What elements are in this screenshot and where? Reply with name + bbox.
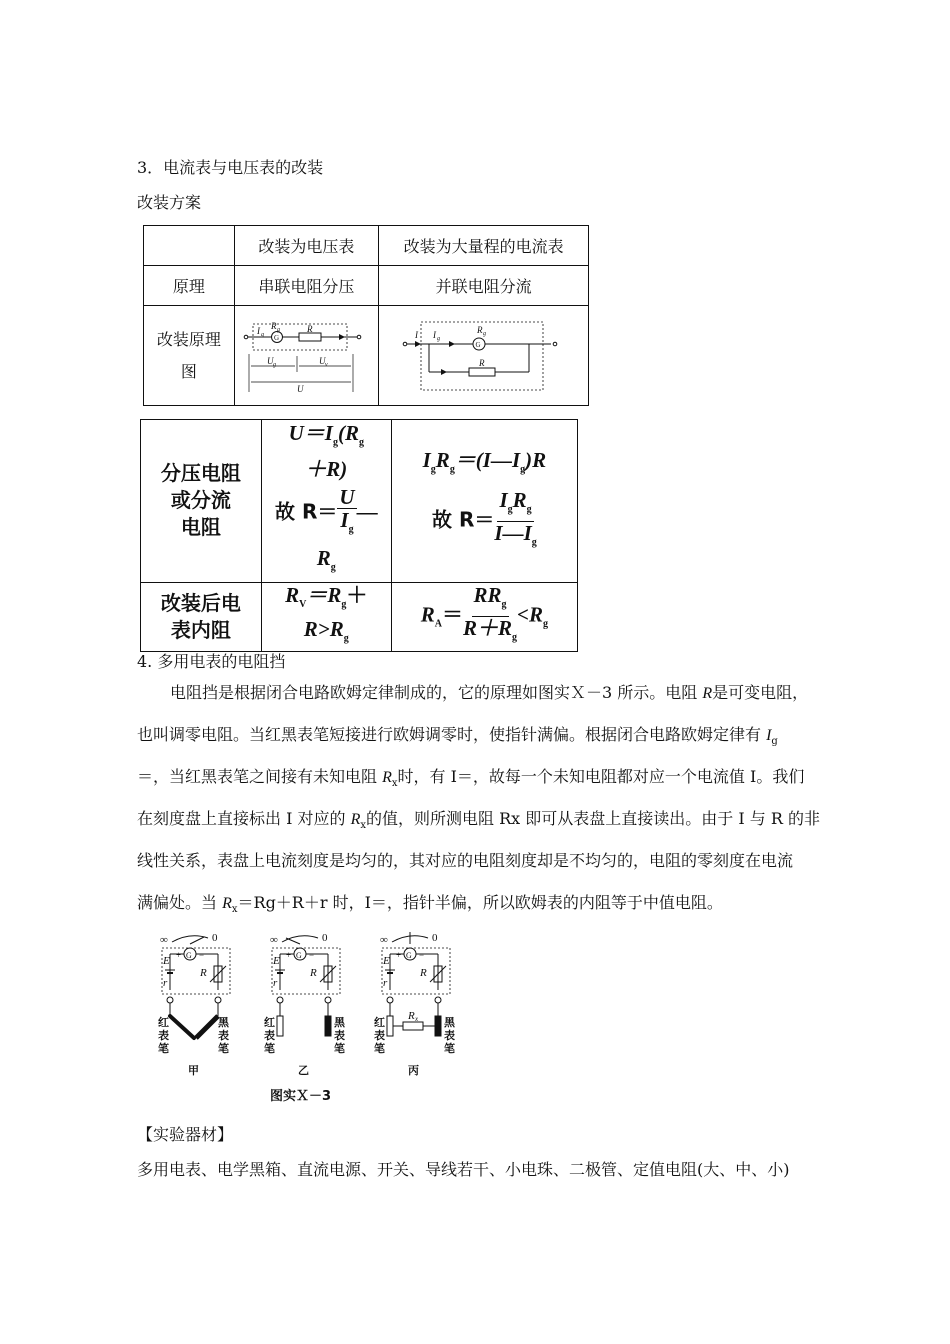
minus-label: − <box>419 950 425 960</box>
minus-label: − <box>199 950 205 960</box>
red-probe-label: 红 <box>158 1016 169 1029</box>
principle-voltage: 串联电阻分压 <box>234 266 379 306</box>
formula-text: 故 R＝ <box>275 499 338 524</box>
pointer-icon <box>286 938 300 944</box>
formula-text: R>R <box>303 616 344 641</box>
terminal <box>435 997 441 1003</box>
formula-text: ＝ <box>442 602 464 627</box>
black-probe-label: 表 <box>334 1029 345 1042</box>
terminal <box>325 997 331 1003</box>
label-line: 或分流 <box>170 488 231 513</box>
voltage-meter-circuit-diagram <box>241 316 371 396</box>
current-meter-circuit-diagram <box>399 316 569 396</box>
plus-label: + <box>286 950 292 960</box>
arrow-icon <box>415 341 421 347</box>
frac-den: I—I <box>494 521 532 546</box>
equipment-list: 多用电表、电学黑箱、直流电源、开关、导线若干、小电珠、二极管、定值电阻(大、中、小) <box>137 1160 790 1179</box>
table-header-empty <box>144 226 235 266</box>
ug-label: U <box>267 355 274 366</box>
modification-table <box>143 225 589 406</box>
black-probe-label: 笔 <box>334 1042 345 1055</box>
paragraph-line <box>137 727 778 750</box>
red-probe-icon <box>277 1016 283 1036</box>
r-label: r <box>383 977 388 989</box>
panel-bing <box>374 932 456 1077</box>
sub: g <box>330 562 336 574</box>
text: 的值，则所测电阻 Rx 即可从表盘上直接读出。由于 I 与 R 的非 <box>366 809 820 828</box>
voltmeter-formula <box>261 420 391 583</box>
section-3-subtitle: 改装方案 <box>137 193 202 212</box>
sub: g <box>343 632 349 644</box>
arrow-icon <box>441 369 447 375</box>
formula-line <box>392 489 577 554</box>
paragraph-line <box>137 769 804 792</box>
paragraph-line <box>170 685 808 708</box>
resistor-label: R <box>420 967 427 979</box>
formula-line <box>262 486 391 541</box>
sub: g <box>507 504 513 516</box>
galvanometer-label: G <box>406 951 412 960</box>
frac-num: RR <box>473 583 502 608</box>
formula-text: 故 R＝ <box>432 507 495 532</box>
formula-text: I <box>422 448 431 472</box>
black-probe-label: 黑 <box>218 1016 229 1029</box>
r-label: r <box>163 977 168 989</box>
section-3-title: 3．电流表与电压表的改装 <box>137 158 324 177</box>
formula-text: ＋ <box>346 582 368 607</box>
galvanometer-label: G <box>274 333 280 342</box>
black-probe-icon <box>435 1016 441 1036</box>
sub: g <box>358 437 364 449</box>
voltage-diagram-cell <box>234 306 379 406</box>
diagram-label <box>144 306 235 406</box>
sub: g <box>520 464 526 476</box>
formula-text: ＋R) <box>305 457 348 482</box>
arrow-icon <box>339 334 345 340</box>
terminal-left <box>403 342 407 346</box>
sub: x <box>360 820 367 832</box>
sub: V <box>299 598 307 610</box>
black-probe-label: 笔 <box>218 1042 229 1055</box>
emf-label: E <box>163 955 170 967</box>
resistor-label: R <box>310 967 317 979</box>
sub: x <box>391 778 398 790</box>
figure-caption: 图实Ｘ－3 <box>270 1089 332 1104</box>
sub: g <box>501 599 507 611</box>
table-header-current: 改装为大量程的电流表 <box>379 226 589 266</box>
i-label: I <box>414 329 418 340</box>
text: 时，有 I＝，故每一个未知电阻都对应一个电流值 I。我们 <box>397 767 805 786</box>
terminal <box>387 997 393 1003</box>
sub: g <box>449 464 455 476</box>
var: R <box>350 811 361 828</box>
fraction <box>463 584 517 649</box>
internal-resistance-label <box>141 582 262 651</box>
u-label: U <box>297 383 304 394</box>
minus-label: − <box>309 950 315 960</box>
sub: g <box>543 618 549 630</box>
panel-label: 乙 <box>298 1064 309 1077</box>
label-line: 表内阻 <box>170 617 231 642</box>
ig-sub: g <box>261 331 265 338</box>
frac-den: I <box>340 508 349 533</box>
var: I <box>766 727 772 744</box>
section-4-title: 4. 多用电表的电阻挡 <box>137 652 286 671</box>
ammeter-formula <box>391 420 577 583</box>
text: ＝Rg＋R＋r 时，I＝，指针半偏，所以欧姆表的内阻等于中值电阻。 <box>237 893 723 912</box>
formula-line <box>262 545 391 581</box>
red-probe-label: 笔 <box>264 1042 275 1055</box>
panel-label: 丙 <box>408 1064 419 1077</box>
resistor-icon <box>469 368 495 376</box>
sub: g <box>512 632 518 644</box>
pointer-icon <box>190 937 204 944</box>
paragraph-line <box>137 853 793 869</box>
formula-text: )R <box>525 448 547 472</box>
text: ＝，当红黑表笔之间接有未知电阻 <box>137 767 383 786</box>
text: 满偏处。当 <box>137 893 223 912</box>
uv-sub: v <box>325 361 329 368</box>
formula-text: R <box>420 602 435 627</box>
emf-label: E <box>383 955 390 967</box>
ug-sub: g <box>273 361 277 368</box>
formula-line <box>262 420 391 456</box>
equipment-heading: 【实验器材】 <box>137 1125 234 1144</box>
plus-label: + <box>176 950 182 960</box>
rg-label: R <box>271 320 277 331</box>
formula-text: — <box>356 499 378 524</box>
terminal-left <box>245 335 249 339</box>
black-probe-label: 黑 <box>444 1016 455 1029</box>
sub: g <box>531 537 537 549</box>
ra-formula <box>391 582 577 651</box>
frac-num: I <box>499 488 508 513</box>
red-probe-label: 红 <box>374 1016 385 1029</box>
var: R <box>382 769 392 786</box>
rg-label: R <box>476 324 483 335</box>
plus-label: + <box>396 950 402 960</box>
ig-sub: g <box>436 335 440 342</box>
ig-label: I <box>432 329 436 340</box>
zero-label: 0 <box>212 932 218 944</box>
terminal-right <box>553 342 557 346</box>
black-probe-label: 黑 <box>334 1016 345 1029</box>
black-probe-label: 笔 <box>444 1042 455 1055</box>
rg-sub: g <box>482 330 486 337</box>
sub: g <box>430 464 436 476</box>
emf-label: E <box>273 955 280 967</box>
infinity-label: ∞ <box>270 934 278 946</box>
r-label: r <box>273 977 278 989</box>
principle-current: 并联电阻分流 <box>379 266 589 306</box>
red-probe-label: 表 <box>374 1029 385 1042</box>
paragraph-line <box>137 895 723 918</box>
formula-table <box>140 419 578 652</box>
formula-line <box>262 456 391 482</box>
text: 也叫调零电阻。当红黑表笔短接进行欧姆调零时，使指针满偏。根据闭合电路欧姆定律有 <box>137 725 767 744</box>
resistor-label: R <box>307 323 313 334</box>
rv-formula <box>261 582 391 651</box>
red-probe-label: 表 <box>158 1029 169 1042</box>
text: 电阻挡是根据闭合电路欧姆定律制成的，它的原理如图实Ｘ－3 所示。电阻 <box>170 683 703 702</box>
red-probe-label: 表 <box>264 1029 275 1042</box>
rx-label: R <box>408 1010 415 1022</box>
terminal <box>215 997 221 1003</box>
galvanometer-label: G <box>296 951 302 960</box>
panel-label: 甲 <box>188 1064 199 1077</box>
resistor-label: R <box>200 967 207 979</box>
rx-sub: x <box>415 1015 419 1023</box>
formula-text: U＝I <box>288 421 333 445</box>
sub: A <box>434 618 443 630</box>
frac-den: R＋R <box>463 616 513 641</box>
formula-text: (R <box>337 421 359 445</box>
resistor-label: R <box>478 357 485 368</box>
resistor-icon <box>299 333 321 341</box>
text: 是可变电阻， <box>712 683 809 702</box>
red-probe-label: 笔 <box>158 1042 169 1055</box>
formula-line <box>392 447 577 483</box>
black-probe-label: 表 <box>444 1029 455 1042</box>
infinity-label: ∞ <box>160 934 168 946</box>
frac-num: U <box>339 485 355 510</box>
red-probe-label: 笔 <box>374 1042 385 1055</box>
sub: g <box>341 598 347 610</box>
label-line: 分压电阻 <box>160 461 241 486</box>
galvanometer-label: G <box>186 951 192 960</box>
sub: x <box>231 904 238 916</box>
label-line: 改装后电 <box>160 590 241 615</box>
ohmmeter-figure <box>150 928 470 1108</box>
sub: g <box>332 437 338 449</box>
pointer-arc <box>172 936 208 942</box>
terminal-right <box>358 335 362 339</box>
var: R <box>702 685 713 702</box>
formula-text: R <box>435 448 450 472</box>
formula-text: ＝R <box>306 582 342 607</box>
panel-yi <box>264 932 346 1077</box>
black-probe-icon <box>325 1016 331 1036</box>
black-probe-label: 表 <box>218 1029 229 1042</box>
ig-label: I <box>257 325 261 336</box>
infinity-label: ∞ <box>380 934 388 946</box>
sub: g <box>348 524 354 536</box>
red-probe-icon <box>387 1016 393 1036</box>
principle-label: 原理 <box>144 266 235 306</box>
formula-text: R <box>285 582 300 607</box>
uv-label: U <box>319 355 326 366</box>
red-probe-label: 红 <box>264 1016 275 1029</box>
label-line: 电阻 <box>180 515 221 540</box>
terminal <box>167 997 173 1003</box>
frac-num: R <box>512 488 527 513</box>
red-probe-icon <box>170 1016 194 1038</box>
text: 线性关系，表盘上电流刻度是均匀的，其对应的电阻刻度却是不均匀的，电阻的零刻度在电流 <box>137 851 794 870</box>
paragraph-line <box>137 811 820 834</box>
diagram-label-line1: 改装原理 <box>156 329 221 349</box>
unknown-resistor-icon <box>403 1022 423 1030</box>
zero-label: 0 <box>322 932 328 944</box>
black-probe-icon <box>196 1016 218 1038</box>
table-header-voltage: 改装为电压表 <box>234 226 379 266</box>
fraction <box>337 486 356 541</box>
galvanometer-label: G <box>475 340 481 349</box>
shunt-resistance-label <box>141 420 262 583</box>
sub: g <box>771 736 778 748</box>
zero-label: 0 <box>432 932 438 944</box>
fraction <box>494 489 536 554</box>
terminal <box>277 997 283 1003</box>
text: 在刻度盘上直接标出 I 对应的 <box>137 809 351 828</box>
current-diagram-cell <box>379 306 589 406</box>
sub: g <box>526 504 532 516</box>
panel-jia <box>158 932 230 1077</box>
rg-sub: g <box>277 326 281 333</box>
var: R <box>222 895 232 912</box>
formula-text: ＝(I—I <box>454 448 521 472</box>
arrow-icon <box>449 341 455 347</box>
formula-text: <R <box>517 602 544 627</box>
formula-text: R <box>316 546 331 571</box>
diagram-label-line2: 图 <box>180 361 197 381</box>
